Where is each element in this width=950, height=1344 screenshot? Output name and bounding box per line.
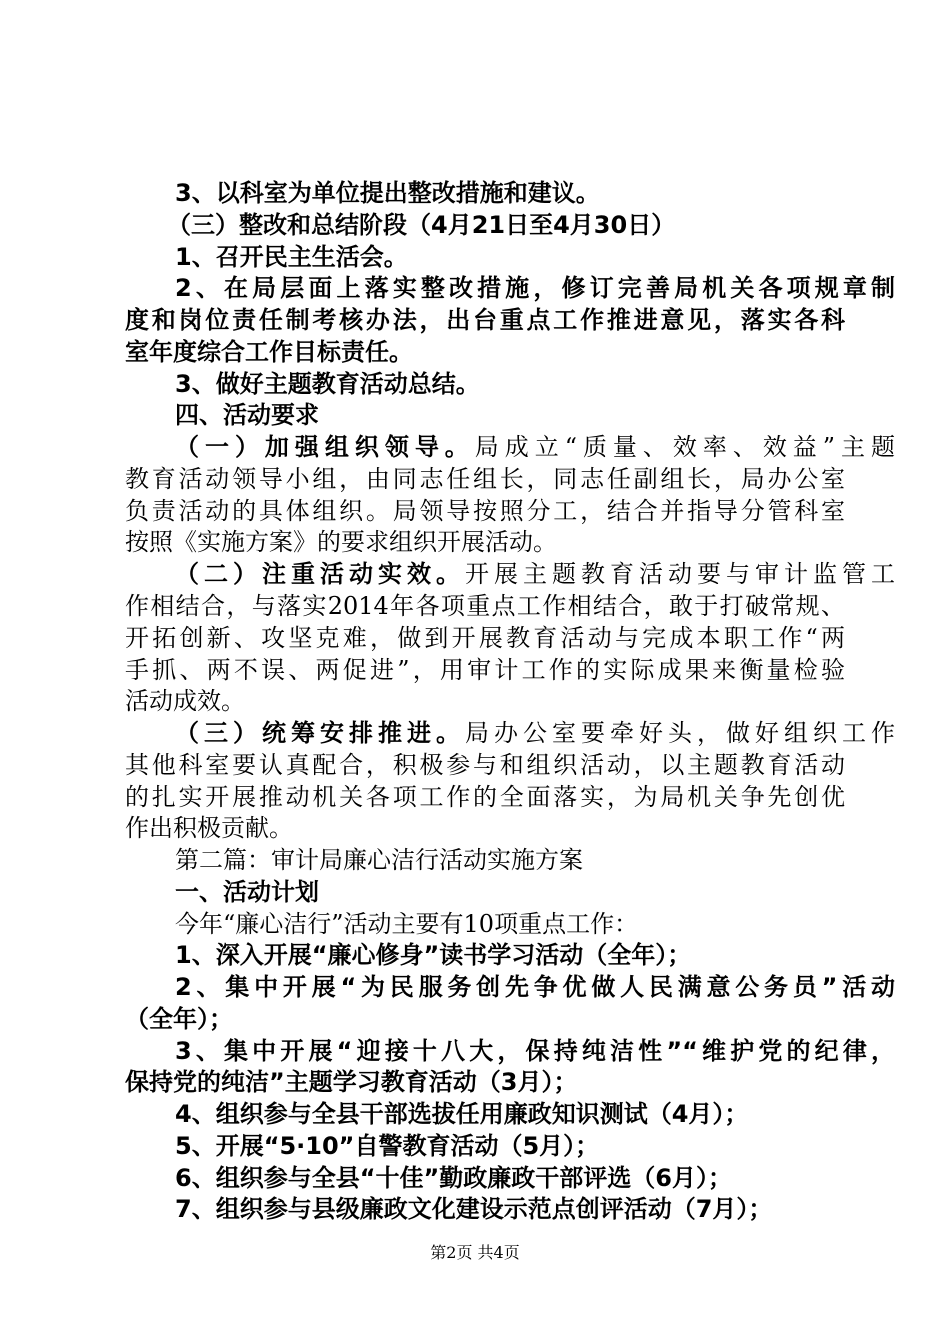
list-item: 7、组织参与县级廉政文化建设示范点创评活动（7月）； [175, 1195, 773, 1223]
list-item: 3、集中开展“迎接十八大，保持纯洁性”“维护党的纪律， [175, 1037, 895, 1065]
text-line: 1、召开民主生活会。 [175, 243, 408, 271]
text-line: （三）整改和总结阶段（4月21日至4月30日） [167, 211, 676, 239]
paragraph-line-mixed [125, 716, 895, 750]
text-line: 按照《实施方案》的要求组织开展活动。 [125, 528, 557, 556]
bold-lead: （一）加强组织领导。 [175, 433, 475, 461]
page-footer: 第2页 共4页 [430, 1243, 520, 1262]
list-item-continuation: 保持党的纯洁”主题学习教育活动（3月）； [125, 1068, 578, 1096]
text-line: 活动成效。 [125, 687, 245, 715]
chapter-title: 第二篇：审计局廉心洁行活动实施方案 [175, 846, 583, 874]
section-heading: 四、活动要求 [175, 401, 319, 429]
list-item: 1、深入开展“廉心修身”读书学习活动（全年）； [175, 941, 692, 969]
text-line: 手抓、两不误、两促进”，用审计工作的实际成果来衡量检验 [125, 656, 845, 684]
paragraph-line-mixed [125, 430, 895, 464]
text-line: 作相结合，与落实2014年各项重点工作相结合，敢于打破常规、 [125, 592, 845, 620]
bold-lead: （二）注重活动实效。 [175, 560, 465, 588]
list-item: 5、开展“5·10”自警教育活动（5月）； [175, 1132, 600, 1160]
text-line: 作出积极贡献。 [125, 814, 293, 842]
text-line: 负责活动的具体组织。局领导按照分工，结合并指导分管科室 [125, 497, 845, 525]
paragraph-line-mixed [125, 557, 895, 591]
body-text: 局成立“质量、效率、效益”主题 [474, 433, 896, 461]
text-line: 3、以科室为单位提出整改措施和建议。 [175, 179, 600, 207]
list-item: 6、组织参与全县“十佳”勤政廉政干部评选（6月）； [175, 1164, 732, 1192]
list-item: 2、集中开展“为民服务创先争优做人民满意公务员”活动 [175, 973, 895, 1001]
body-text: 开展主题教育活动要与审计监管工 [465, 560, 895, 588]
section-heading: 一、活动计划 [175, 878, 319, 906]
text-line: 室年度综合工作目标责任。 [125, 338, 413, 366]
text-line: 今年“廉心洁行”活动主要有10项重点工作： [175, 910, 639, 938]
list-item-continuation: （全年）； [125, 1005, 233, 1033]
text-line: 2、在局层面上落实整改措施，修订完善局机关各项规章制 [175, 274, 895, 302]
text-line: 其他科室要认真配合，积极参与和组织活动，以主题教育活动 [125, 751, 845, 779]
text-line: 度和岗位责任制考核办法，出台重点工作推进意见，落实各科 [125, 306, 845, 334]
bold-lead: （三）统筹安排推进。 [175, 719, 465, 747]
text-line: 的扎实开展推动机关各项工作的全面落实，为局机关争先创优 [125, 783, 845, 811]
text-line: 教育活动领导小组，由同志任组长，同志任副组长，局办公室 [125, 465, 845, 493]
list-item: 4、组织参与全县干部选拔任用廉政知识测试（4月）； [175, 1100, 749, 1128]
text-line: 3、做好主题教育活动总结。 [175, 370, 480, 398]
body-text: 局办公室要牵好头，做好组织工作 [465, 719, 895, 747]
text-line: 开拓创新、攻坚克难，做到开展教育活动与完成本职工作“两 [125, 624, 845, 652]
